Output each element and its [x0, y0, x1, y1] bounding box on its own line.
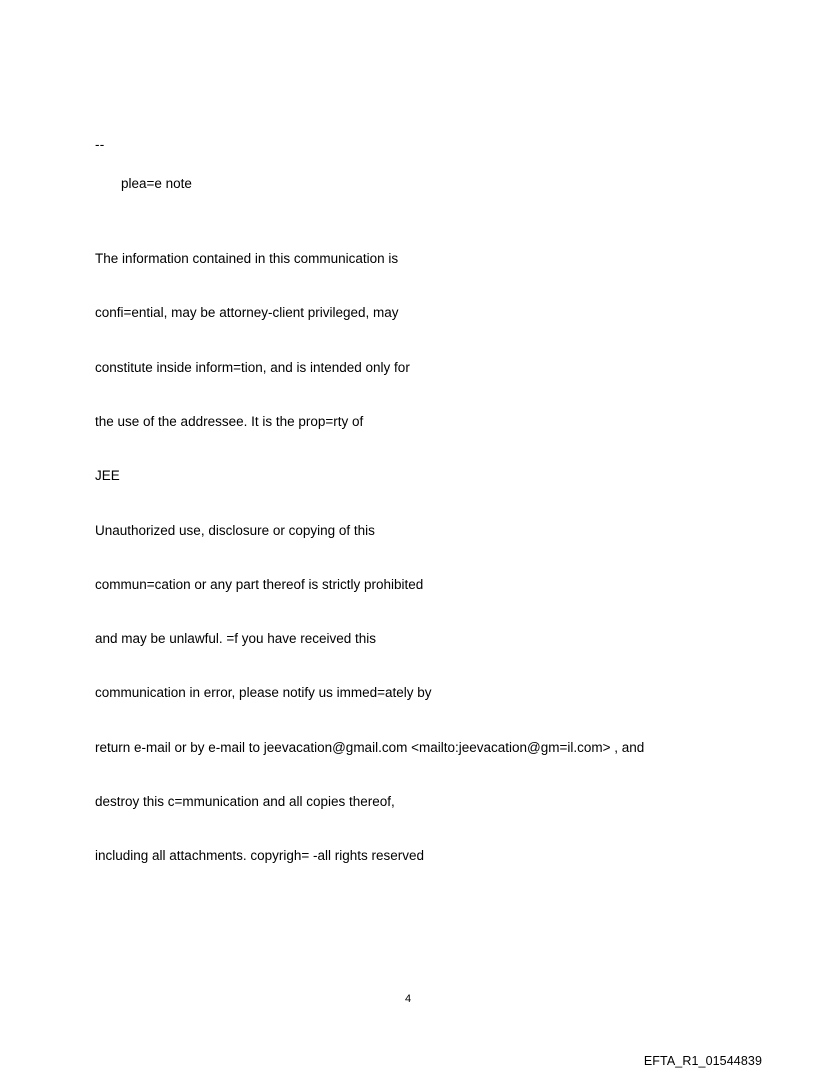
- disclaimer-line: commun=cation or any part thereof is strictly prohibited: [95, 576, 424, 592]
- disclaimer-line: communication in error, please notify us immed=ately by: [95, 685, 432, 701]
- disclaimer-line: JEE: [95, 468, 120, 484]
- page-number: 4: [404, 993, 412, 1005]
- email-signature-block: [95, 136, 715, 902]
- disclaimer-line: and may be unlawful. =f you have received this: [95, 631, 377, 647]
- disclaimer-line: destroy this c=mmunication and all copies thereof,: [95, 794, 395, 809]
- bates-number: EFTA_R1_01544839: [643, 1054, 762, 1068]
- disclaimer-line: Unauthorized use, disclosure or copying of this: [95, 522, 375, 538]
- disclaimer-line: constitute inside inform=tion, and is intended only for: [95, 359, 410, 375]
- confidentiality-disclaimer: [95, 214, 715, 902]
- disclaimer-line: the use of the addressee. It is the prop=rty of: [95, 414, 364, 430]
- disclaimer-line: The information contained in this communication is: [95, 251, 399, 267]
- disclaimer-line: including all attachments. copyrigh= -all rights reserved: [95, 848, 425, 864]
- disclaimer-line: confi=ential, may be attorney-client privileged, may: [95, 305, 399, 321]
- signature-separator: --: [95, 137, 105, 152]
- note-heading: plea=e note: [121, 176, 192, 191]
- disclaimer-line: return e-mail or by e-mail to jeevacation@gmail.com <mailto:jeevacation@gm=il.com> , and: [95, 739, 645, 755]
